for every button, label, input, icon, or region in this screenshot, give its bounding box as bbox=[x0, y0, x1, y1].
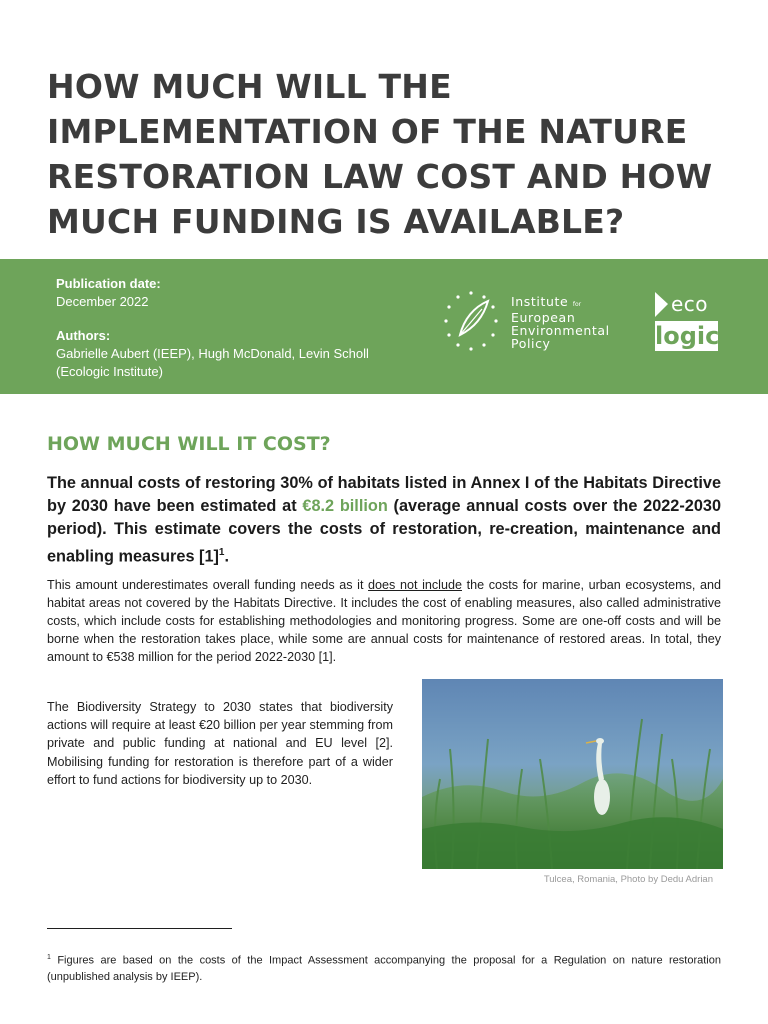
title-line: IMPLEMENTATION OF THE NATURE bbox=[47, 112, 688, 151]
ieep-line-small: for bbox=[572, 301, 582, 308]
ecologic-logo bbox=[654, 291, 720, 355]
page-title bbox=[47, 64, 727, 244]
underlined-text: does not include bbox=[368, 578, 462, 592]
title-line: HOW MUCH WILL THE bbox=[47, 67, 452, 106]
egret-photo bbox=[422, 679, 723, 869]
ieep-logo bbox=[438, 289, 623, 355]
body-text: This amount underestimates overall funding needs as it bbox=[47, 578, 369, 592]
body-paragraph: The Biodiversity Strategy to 2030 states that biodiversity actions will require at least €20 billion per year stemming from private and public funding at national and EU level [2]. Mobilising funding for restoration is therefore part of a wider effort to fund actions for biodiversity up to 2030. bbox=[47, 700, 393, 787]
body-text: the costs for marine, urban ecosystems, and habitat areas not covered by the Habitats Directive. It includes the cost of enabling measures, also called administrative costs, which include costs for establishing methodologies and monitoring progress. Some are one-off costs and will be borne when the restoration takes place, while some are annual costs for maintenance of restored areas. In total, they amount to €538 million for the period 2022-2030 [1]. bbox=[47, 578, 721, 664]
title-line: MUCH FUNDING IS AVAILABLE? bbox=[47, 202, 625, 241]
ieep-wordmark bbox=[511, 295, 610, 350]
lead-text: The annual costs of restoring 30% of habitats listed in Annex I of the Habitats Directive by 2030 have been estimated at bbox=[47, 474, 721, 515]
lead-text: (average annual costs over the 2022-2030 period). This estimate covers the costs of restoration, re-creation, maintenance and enabling measures [1] bbox=[47, 497, 721, 566]
footnote-text: Figures are based on the costs of the Impact Assessment accompanying the proposal for a Regulation on nature restoration (unpublished analysis by IEEP). bbox=[47, 954, 721, 983]
footnote bbox=[47, 950, 721, 985]
title-line: RESTORATION LAW COST AND HOW bbox=[47, 157, 713, 196]
ieep-line: European bbox=[511, 310, 576, 325]
lead-text: . bbox=[224, 547, 230, 566]
footnote-reference[interactable]: 1 bbox=[218, 547, 225, 558]
ieep-line: Institute bbox=[511, 294, 569, 309]
photo-caption: Tulcea, Romania, Photo by Dedu Adrian bbox=[543, 874, 713, 885]
ecologic-eco: eco bbox=[671, 292, 709, 316]
publication-date-label: Publication date: bbox=[56, 276, 161, 291]
play-triangle-icon bbox=[654, 291, 670, 319]
section-heading: HOW MUCH WILL IT COST? bbox=[47, 433, 331, 455]
ecologic-logic: logic bbox=[655, 322, 720, 350]
authors-line: (Ecologic Institute) bbox=[56, 364, 163, 379]
publication-date-value: December 2022 bbox=[56, 294, 149, 309]
ieep-star-circle-icon bbox=[438, 289, 508, 355]
publication-banner bbox=[0, 259, 768, 394]
publication-meta bbox=[56, 275, 369, 381]
body-paragraph bbox=[47, 576, 721, 666]
footnote-divider bbox=[47, 928, 232, 929]
lead-paragraph bbox=[47, 472, 721, 568]
ieep-line: Environmental bbox=[511, 323, 610, 338]
cost-highlight: €8.2 billion bbox=[302, 497, 388, 515]
footnote-number: 1 bbox=[47, 954, 51, 961]
authors-label: Authors: bbox=[56, 328, 111, 343]
authors-line: Gabrielle Aubert (IEEP), Hugh McDonald, Levin Scholl bbox=[56, 346, 369, 361]
ieep-line: Policy bbox=[511, 336, 551, 351]
